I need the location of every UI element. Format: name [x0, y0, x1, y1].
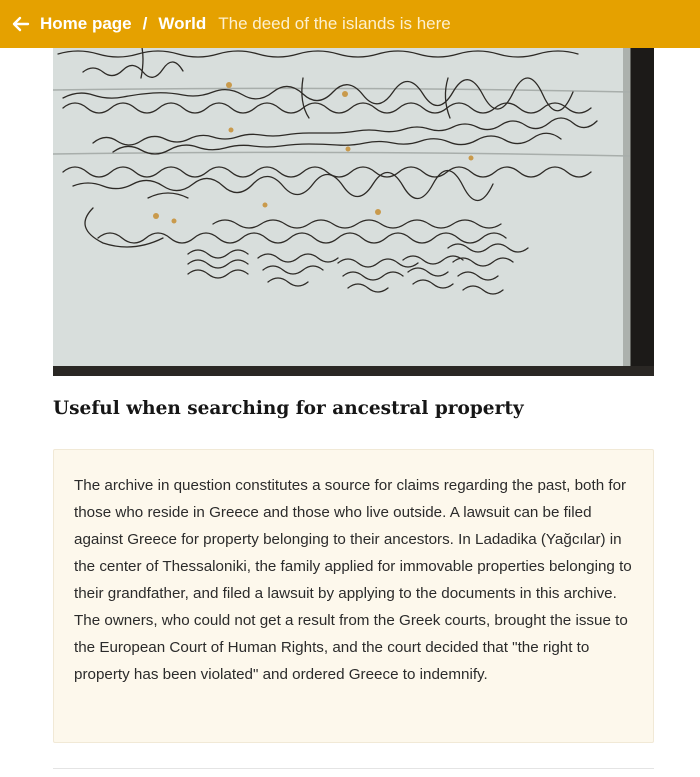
- arrow-left-icon: [12, 16, 30, 32]
- deed-image: [53, 48, 654, 376]
- back-button[interactable]: [10, 13, 32, 35]
- section-heading: Useful when searching for ancestral property: [53, 398, 524, 419]
- breadcrumb-separator: /: [142, 14, 148, 33]
- info-box: [53, 449, 654, 743]
- breadcrumb-home-link[interactable]: Home page: [40, 14, 132, 33]
- top-bar: [0, 0, 700, 48]
- content-divider: [53, 768, 654, 769]
- info-box-text: The archive in question constitutes a source for claims regarding the past, both for those who reside in Greece and those who live outside. A lawsuit can be filed against Greece for property belonging to their ancestors. In Ladadika (Yağcılar) in the center of Thessaloniki, the family applied for immovable properties belonging to their grandfather, and filed a lawsuit by applying to the documents in this archive. The owners, who could not get a result from the Greek courts, brought the issue to the European Court of Human Rights, and the court decided that "the right to property has been violated" and ordered Greece to indemnify.: [74, 477, 632, 683]
- deed-photo: [53, 48, 654, 376]
- breadcrumb-section-link[interactable]: World: [158, 14, 207, 33]
- page-title: The deed of the islands is here: [218, 14, 451, 33]
